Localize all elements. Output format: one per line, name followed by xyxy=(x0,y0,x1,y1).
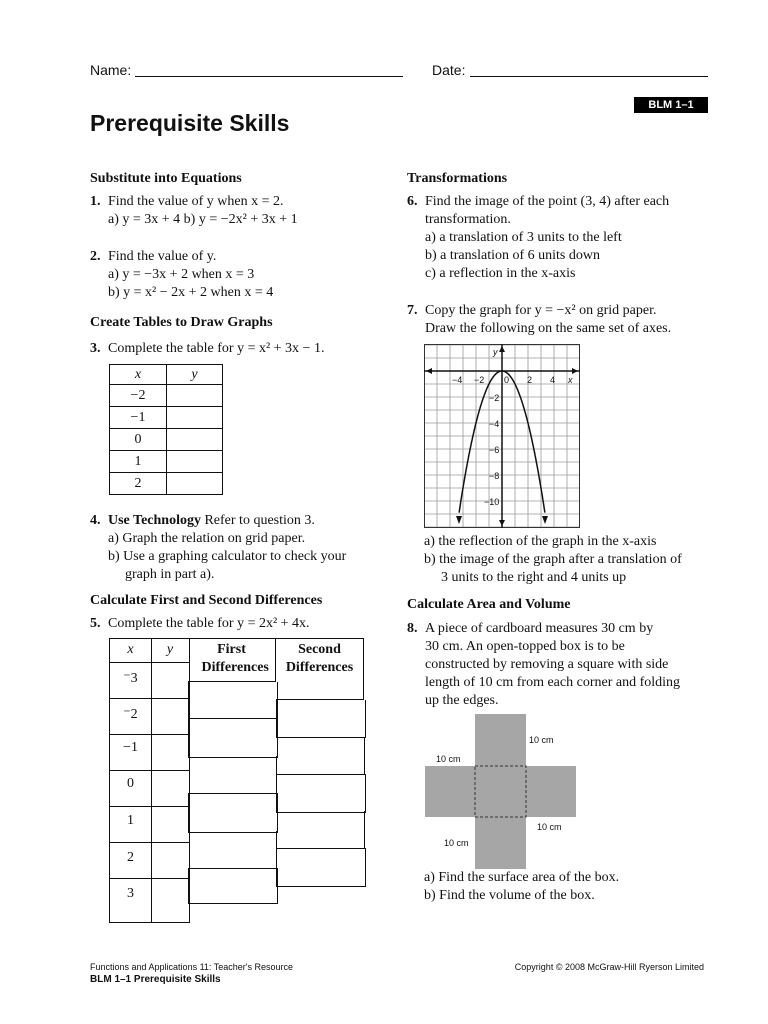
q8-line-3: constructed by removing a square with side xyxy=(425,657,669,672)
table3-y-cell xyxy=(167,385,223,407)
q7-text-2: Draw the following on the same set of axes. xyxy=(425,321,672,336)
q4-part-a: a) Graph the relation on grid paper. xyxy=(108,531,306,546)
name-label: Name: xyxy=(90,62,132,78)
table3-y-cell xyxy=(167,451,223,473)
curve-arrow-right xyxy=(542,516,548,524)
q8-parts xyxy=(424,869,619,905)
section-tables: Create Tables to Draw Graphs xyxy=(90,315,273,330)
y-axis-arrow-bottom xyxy=(499,520,505,526)
date-line xyxy=(470,76,708,77)
table3-y-cell xyxy=(167,429,223,451)
table5-header-x: x xyxy=(127,642,134,657)
q8-line-2: 30 cm. An open-topped box is to be xyxy=(425,639,625,654)
q1-parts: a) y = 3x + 4 b) y = −2x² + 3x + 1 xyxy=(108,212,298,227)
section-transformations: Transformations xyxy=(407,171,508,186)
x-axis-label: x xyxy=(568,375,573,385)
second-diff-cell xyxy=(276,811,365,848)
table5-x-cell: ⁻3 xyxy=(123,671,138,686)
first-diff-cell xyxy=(188,793,278,833)
footer-blm: BLM 1–1 Prerequisite Skills xyxy=(90,974,221,985)
y-axis-label: y xyxy=(493,347,498,357)
y-tick-label: −6 xyxy=(489,445,500,455)
table5-header-y: y xyxy=(166,642,174,657)
q5-text: Complete the table for y = 2x² + 4x. xyxy=(108,616,310,631)
blm-badge: BLM 1–1 xyxy=(634,97,708,113)
q3-text: Complete the table for y = x² + 3x − 1. xyxy=(108,341,325,356)
question-2 xyxy=(90,248,273,302)
table5-x-cell: 1 xyxy=(127,813,134,828)
q6-text-2: transformation. xyxy=(425,212,511,227)
q5-number: 5. xyxy=(90,616,101,631)
question-8 xyxy=(407,620,680,710)
footer-copyright: Copyright © 2008 McGraw-Hill Ryerson Limited xyxy=(514,962,704,972)
table5-row-rule xyxy=(109,806,189,807)
section-substitute: Substitute into Equations xyxy=(90,171,242,186)
table3-x-cell: −2 xyxy=(110,385,167,407)
q8-part-a: a) Find the surface area of the box. xyxy=(424,870,620,885)
question-3 xyxy=(90,340,324,358)
page-title: Prerequisite Skills xyxy=(90,110,290,136)
question-5 xyxy=(90,615,310,633)
table5-x-cell: 2 xyxy=(127,850,134,865)
q4-part-b: b) Use a graphing calculator to check your xyxy=(108,549,347,564)
table5-header-rule xyxy=(109,662,189,663)
q7-part-b-cont: 3 units to the right and 4 units up xyxy=(441,570,627,585)
question-6 xyxy=(407,193,669,283)
x-tick-label: 2 xyxy=(527,375,533,385)
name-line xyxy=(135,76,403,77)
y-tick-label: −4 xyxy=(489,419,500,429)
q7-text-1: Copy the graph for y = −x² on grid paper. xyxy=(425,303,657,318)
table5-row-rule xyxy=(109,878,189,879)
second-diff-cell xyxy=(276,774,366,813)
table5-header-first-text: First Differences xyxy=(201,642,269,675)
table5-x-cell: ⁻2 xyxy=(123,707,138,722)
table3-header-y: y xyxy=(167,365,223,385)
second-diff-cell xyxy=(276,848,366,887)
x-axis-arrow-left xyxy=(426,368,432,374)
q2-number: 2. xyxy=(90,249,101,264)
q2-text: Find the value of y. xyxy=(108,249,217,264)
q6-part-a: a) a translation of 3 units to the left xyxy=(425,230,622,245)
x-tick-label: 4 xyxy=(550,375,556,385)
net-label: 10 cm xyxy=(444,838,469,848)
table5-header-first xyxy=(188,638,276,682)
net-label: 10 cm xyxy=(537,822,562,832)
q6-number: 6. xyxy=(407,194,418,209)
q7-part-a: a) the reflection of the graph in the x-axis xyxy=(424,534,657,549)
x-tick-label: 0 xyxy=(504,375,510,385)
y-axis-arrow-top xyxy=(499,346,505,352)
first-diff-cell xyxy=(188,756,277,793)
q4-number: 4. xyxy=(90,513,101,528)
q8-part-b: b) Find the volume of the box. xyxy=(424,888,595,903)
q8-number: 8. xyxy=(407,621,418,636)
table3-x-cell: 0 xyxy=(110,429,167,451)
table5-x-cell: 0 xyxy=(127,776,134,791)
second-diff-cell xyxy=(276,737,365,774)
q3-number: 3. xyxy=(90,341,101,356)
table3-y-cell xyxy=(167,473,223,495)
q8-line-4: length of 10 cm from each corner and folding xyxy=(425,675,681,690)
y-tick-label: −2 xyxy=(489,393,500,403)
table3-x-cell: −1 xyxy=(110,407,167,429)
q7-parts xyxy=(424,533,682,587)
x-axis-arrow-right xyxy=(572,368,578,374)
question-7 xyxy=(407,302,671,338)
q6-part-b: b) a translation of 6 units down xyxy=(425,248,600,263)
date-label: Date: xyxy=(432,62,466,78)
q1-text: Find the value of y when x = 2. xyxy=(108,194,284,209)
q7-number: 7. xyxy=(407,303,418,318)
parabola-graph xyxy=(424,344,580,528)
y-tick-label: −10 xyxy=(484,497,500,507)
question-4 xyxy=(90,512,346,584)
section-differences: Calculate First and Second Differences xyxy=(90,593,323,608)
q2-part-b: b) y = x² − 2x + 2 when x = 4 xyxy=(108,285,274,300)
table5-x-cell: −1 xyxy=(123,740,138,755)
second-diff-cell xyxy=(276,700,366,738)
first-diff-cell xyxy=(188,868,278,904)
q8-line-5: up the edges. xyxy=(425,693,499,708)
table-q5-divider xyxy=(151,638,152,922)
table5-header-second xyxy=(276,638,364,700)
net-label: 10 cm xyxy=(529,735,554,745)
section-area-volume: Calculate Area and Volume xyxy=(407,597,571,612)
x-tick-label: −4 xyxy=(452,375,463,385)
first-diff-cell xyxy=(188,831,277,868)
first-diff-cell xyxy=(188,682,278,719)
table3-y-cell xyxy=(167,407,223,429)
table5-header-second-text: Second Differences xyxy=(285,642,354,675)
table5-row-rule xyxy=(109,770,189,771)
footer-resource: Functions and Applications 11: Teacher's Resource xyxy=(90,962,294,972)
q2-part-a: a) y = −3x + 2 when x = 3 xyxy=(108,267,255,282)
q6-part-c: c) a reflection in the x-axis xyxy=(425,266,576,281)
table3-x-cell: 1 xyxy=(110,451,167,473)
q7-part-b: b) the image of the graph after a translation of xyxy=(424,552,682,567)
x-tick-label: −2 xyxy=(474,375,485,385)
q4-part-b-cont: graph in part a). xyxy=(125,567,215,582)
net-label: 10 cm xyxy=(436,754,461,764)
table-q3 xyxy=(109,364,223,495)
first-diff-cell xyxy=(188,718,278,758)
question-1 xyxy=(90,193,298,229)
curve-arrow-left xyxy=(456,516,462,524)
table5-row-rule xyxy=(109,842,189,843)
table5-x-cell: 3 xyxy=(127,886,134,901)
table3-header-x: x xyxy=(110,365,167,385)
q1-number: 1. xyxy=(90,194,101,209)
q4-text: Refer to question 3. xyxy=(200,513,315,528)
q4-bold: Use Technology xyxy=(108,513,201,528)
table5-row-rule xyxy=(109,734,189,735)
box-net-diagram xyxy=(424,712,584,872)
q8-line-1: A piece of cardboard measures 30 cm by xyxy=(425,621,654,636)
q6-text-1: Find the image of the point (3, 4) after each xyxy=(425,194,670,209)
table3-x-cell: 2 xyxy=(110,473,167,495)
y-tick-label: −8 xyxy=(489,471,500,481)
net-horizontal-strip xyxy=(425,766,576,817)
table5-row-rule xyxy=(109,698,189,699)
